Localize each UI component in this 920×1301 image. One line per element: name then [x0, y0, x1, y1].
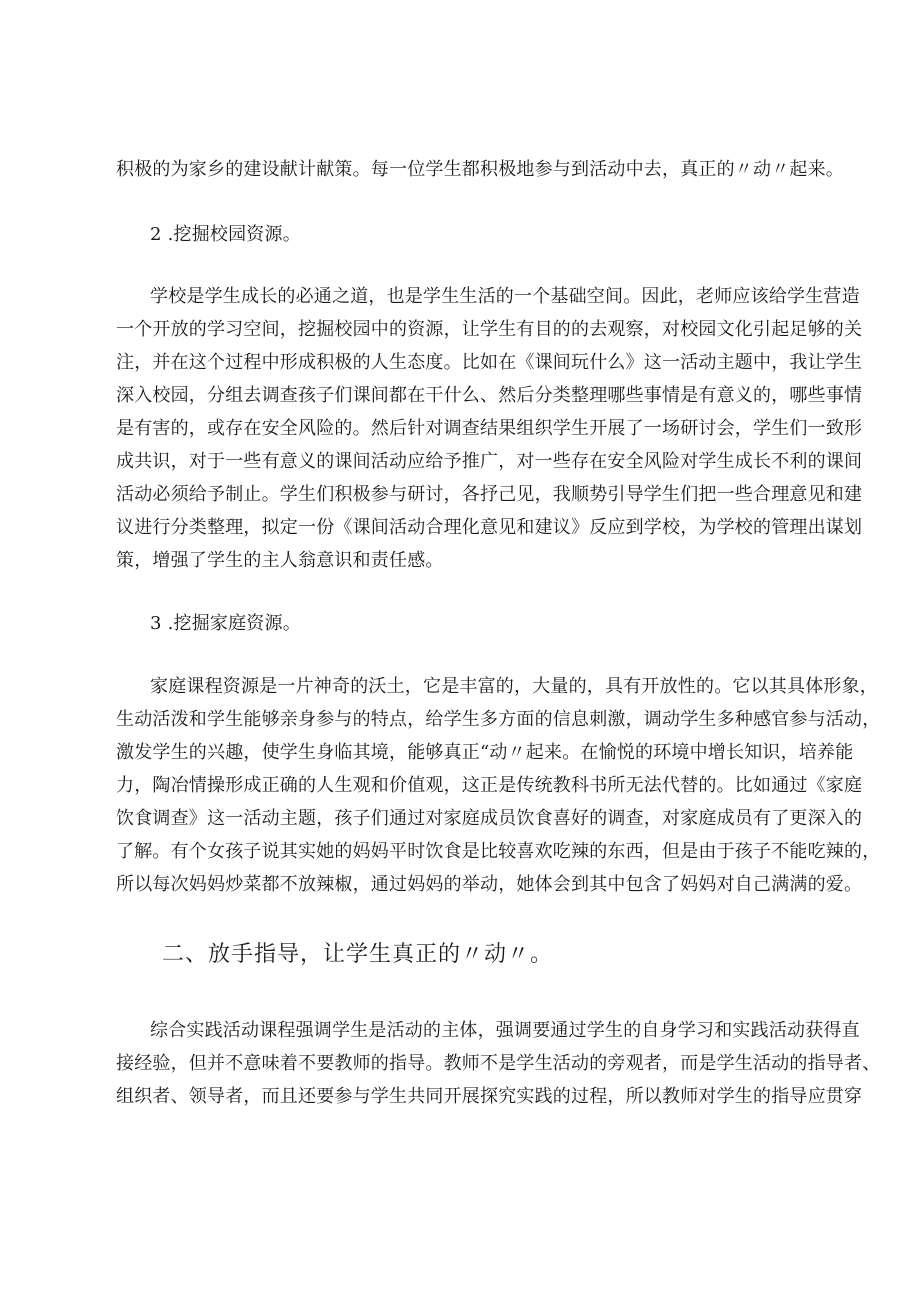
section-2-title: 2 .挖掘校园资源。 — [150, 224, 301, 245]
paragraph-line: 一个开放的学习空间，挖掘校园中的资源，让学生有目的的去观察，对校园文化引起足够的关 — [116, 319, 863, 340]
paragraph-line: 议进行分类整理，拟定一份《课间活动合理化意见和建议》反应到学校，为学校的管理出谋划 — [116, 517, 863, 538]
paragraph-line: 饮食调查》这一活动主题，孩子们通过对家庭成员饮食喜好的调查，对家庭成员有了更深入的 — [116, 808, 863, 829]
paragraph-line: 是有害的，或存在安全风险的。然后针对调查结果组织学生开展了一场研讨会，学生们一致形 — [116, 418, 863, 439]
paragraph-line: 深入校园，分组去调查孩子们课间都在干什么、然后分类整理哪些事情是有意义的，哪些事情 — [116, 385, 863, 406]
section-heading: 二、放手指导，让学生真正的〃动〃。 — [162, 942, 554, 967]
paragraph-line: 生动活泼和学生能够亲身参与的特点，给学生多方面的信息刺激，调动学生多种感官参与活动， — [116, 709, 881, 730]
paragraph-line: 综合实践活动课程强调学生是活动的主体，强调要通过学生的自身学习和实践活动获得直 — [150, 1020, 860, 1041]
paragraph-line: 家庭课程资源是一片神奇的沃土，它是丰富的，大量的，具有开放性的。它以其具体形象， — [150, 676, 878, 697]
paragraph-line: 力，陶冶情操形成正确的人生观和价值观，这正是传统教科书所无法代替的。比如通过《家庭 — [116, 775, 863, 796]
paragraph-line: 了解。有个女孩子说其实她的妈妈平时饮食是比较喜欢吃辣的东西，但是由于孩子不能吃辣的， — [116, 841, 881, 862]
paragraph-line: 注，并在这个过程中形成积极的人生态度。比如在《课间玩什么》这一活动主题中，我让学生 — [116, 352, 863, 373]
paragraph-line: 学校是学生成长的必通之道，也是学生生活的一个基础空间。因此，老师应该给学生营造 — [150, 286, 860, 307]
paragraph-line: 组织者、领导者，而且还要参与学生共同开展探究实践的过程，所以教师对学生的指导应贯穿 — [116, 1086, 863, 1107]
paragraph-line: 接经验，但并不意味着不要教师的指导。教师不是学生活动的旁观者，而是学生活动的指导者、 — [116, 1053, 881, 1074]
paragraph-line: 策，增强了学生的主人翁意识和责任感。 — [116, 550, 444, 571]
paragraph-line: 活动必须给予制止。学生们积极参与研讨，各抒己见，我顺势引导学生们把一些合理意见和建 — [116, 484, 863, 505]
paragraph-line: 所以每次妈妈炒菜都不放辣椒，通过妈妈的举动，她体会到其中包含了妈妈对自己满满的爱。 — [116, 874, 863, 895]
paragraph-line: 成共识，对于一些有意义的课间活动应给予推广，对一些存在安全风险对学生成长不利的课间 — [116, 451, 863, 472]
section-3-title: 3 .挖掘家庭资源。 — [150, 613, 301, 634]
intro-line: 积极的为家乡的建设献计献策。每一位学生都积极地参与到活动中去，真正的〃动〃起来。 — [116, 159, 844, 180]
paragraph-line: 激发学生的兴趣，使学生身临其境，能够真正“动〃起来。在愉悦的环境中增长知识，培养能 — [116, 742, 854, 763]
